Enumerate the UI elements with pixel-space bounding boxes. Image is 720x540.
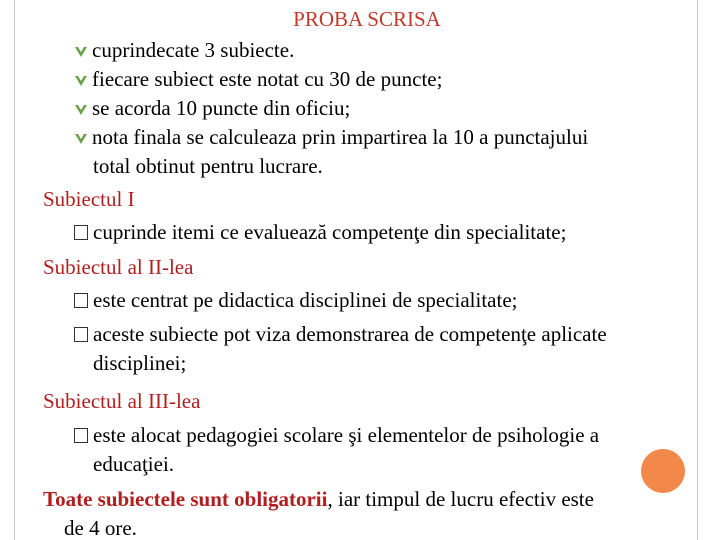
check-bullet-icon bbox=[74, 131, 88, 145]
intro-item-text: fiecare subiect este notat cu 30 de puncte; bbox=[92, 67, 443, 91]
section-item-text: este centrat pe didactica disciplinei de specialitate; bbox=[93, 288, 518, 312]
intro-item-2 bbox=[74, 67, 442, 91]
intro-item-text: cuprindecate 3 subiecte. bbox=[92, 38, 295, 62]
decorative-orange-circle bbox=[641, 449, 685, 493]
section-heading-1: Subiectul I bbox=[43, 187, 135, 211]
section-heading-3: Subiectul al III-lea bbox=[43, 389, 201, 413]
slide-frame-right bbox=[697, 0, 698, 540]
slide-title: PROBA SCRISA bbox=[293, 7, 441, 31]
check-bullet-icon bbox=[74, 44, 88, 58]
footer-emphasis: Toate subiectele sunt obligatorii bbox=[43, 487, 328, 511]
intro-item-text: nota finala se calculeaza prin impartirea la 10 a punctajului bbox=[92, 125, 589, 149]
square-bullet-icon bbox=[74, 293, 88, 308]
section-3-item-1 bbox=[74, 423, 599, 447]
intro-item-text: se acorda 10 puncte din oficiu; bbox=[92, 96, 351, 120]
footer-line-1 bbox=[43, 487, 594, 511]
square-bullet-icon bbox=[74, 428, 88, 443]
section-3-item-1-continued: educaţiei. bbox=[93, 452, 175, 476]
section-item-text: cuprinde itemi ce evaluează competenţe din specialitate; bbox=[93, 220, 567, 244]
check-bullet-icon bbox=[74, 102, 88, 116]
section-heading-2: Subiectul al II-lea bbox=[43, 255, 194, 279]
square-bullet-icon bbox=[74, 225, 88, 240]
square-bullet-icon bbox=[74, 327, 88, 342]
section-item-text: aceste subiecte pot viza demonstrarea de competenţe aplicate bbox=[93, 322, 607, 346]
intro-item-3 bbox=[74, 96, 350, 120]
slide-frame-left bbox=[14, 0, 15, 540]
footer-rest: , iar timpul de lucru efectiv este bbox=[327, 487, 594, 511]
section-2-item-2 bbox=[74, 322, 607, 346]
footer-line-2: de 4 ore. bbox=[64, 516, 137, 540]
section-item-text: este alocat pedagogiei scolare şi elementelor de psihologie a bbox=[93, 423, 600, 447]
section-2-item-1 bbox=[74, 288, 517, 312]
intro-item-4 bbox=[74, 125, 588, 149]
section-1-item-1 bbox=[74, 220, 566, 244]
intro-item-4-continued: total obtinut pentru lucrare. bbox=[93, 154, 323, 178]
intro-item-1 bbox=[74, 38, 294, 62]
check-bullet-icon bbox=[74, 73, 88, 87]
section-2-item-2-continued: disciplinei; bbox=[93, 351, 187, 375]
